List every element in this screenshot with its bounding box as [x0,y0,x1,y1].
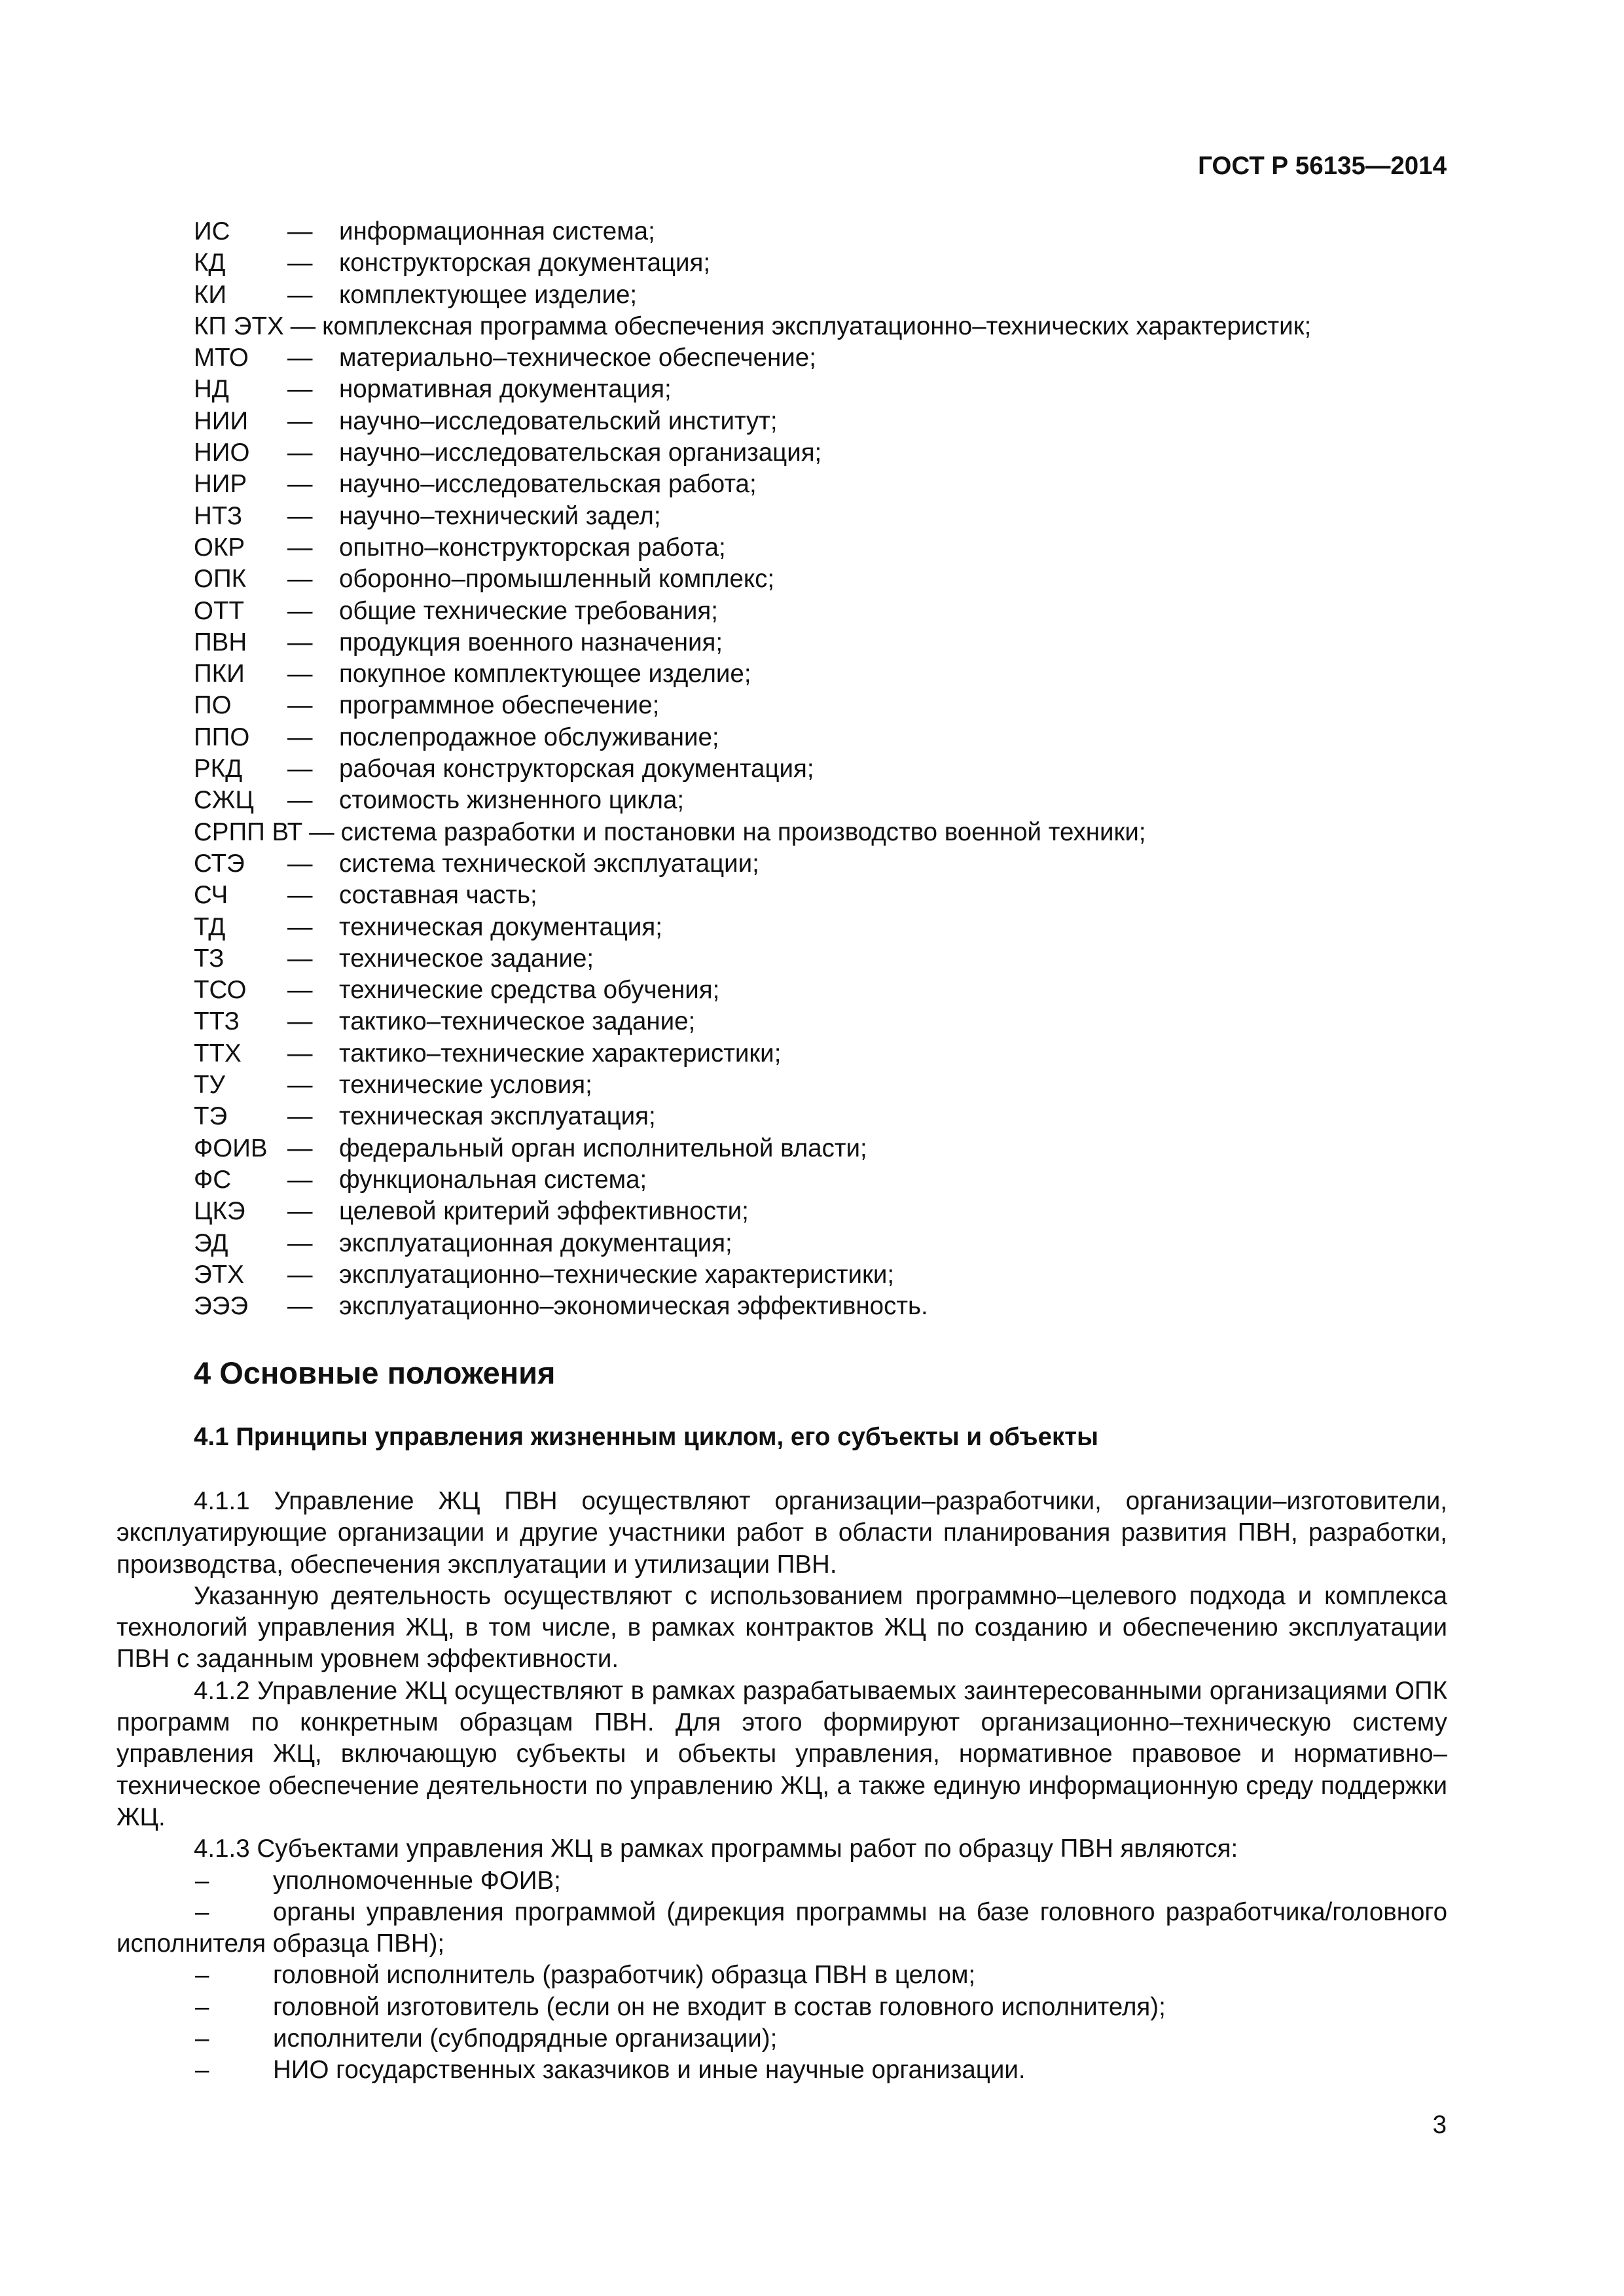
abbreviation-code: ЦКЭ [194,1197,245,1226]
abbreviation-row [194,722,1437,753]
abbreviation-dash: — [287,1260,313,1289]
list-item [117,1992,1447,2023]
abbreviation-code: СТЭ [194,849,245,878]
abbreviation-dash: — [287,1071,313,1100]
abbreviation-code: СЧ [194,881,228,910]
abbreviation-code: ОПК [194,565,247,594]
abbreviation-row [194,817,1437,848]
abbreviation-definition: комплектующее изделие; [339,280,638,309]
abbreviation-code: КД [194,249,226,278]
abbreviation-dash: — [287,1102,313,1131]
abbreviation-row [194,596,1437,627]
abbreviation-dash: — [287,375,313,404]
abbreviation-row [194,279,1437,311]
abbreviation-row [194,627,1437,658]
abbreviation-definition: система технической эксплуатации; [339,849,759,878]
abbreviation-code: ЭЭЭ [194,1292,249,1321]
abbreviation-row [194,658,1437,690]
abbreviation-definition: конструкторская документация; [339,249,711,278]
list-item [117,2023,1447,2054]
abbreviation-dash: — [287,565,313,594]
abbreviation-code: ПКИ [194,660,245,689]
abbreviation-dash: — [287,470,313,499]
abbreviation-row [194,1101,1437,1132]
abbreviation-code: НД [194,375,229,404]
paragraph-activity: Указанную деятельность осуществляют с использованием программно–целевого подхода и комплекса технологий управления ЖЦ, в том числе, в рамках контрактов ЖЦ по созданию и обеспечению эксплуатации ПВН с заданным уровнем эффективности. [117,1581,1447,1674]
abbreviation-dash: — [287,1165,313,1194]
abbreviation-code: ОКР [194,533,245,562]
abbreviation-code: ЭД [194,1229,228,1257]
abbreviation-dash: — [287,944,313,973]
abbreviation-row [194,342,1437,374]
abbreviation-definition: технические условия; [339,1071,592,1100]
bullet-dash: – [195,2056,209,2085]
list-item [117,1960,1447,1991]
abbreviation-definition: продукция военного назначения; [339,628,723,656]
abbreviation-definition: научно–технический задел; [339,501,661,530]
abbreviation-dash: — [287,1229,313,1257]
abbreviation-dash: — [287,1007,313,1036]
abbreviation-row [194,1291,1437,1322]
abbreviation-code: НИО [194,439,250,467]
abbreviation-row [194,469,1437,500]
abbreviation-code: ТЭ [194,1102,228,1131]
list-item-text: головной изготовитель (если он не входит в состав головного исполнителя); [273,1992,1166,2021]
abbreviation-dash: — [287,596,313,625]
abbreviation-code: КП ЭТХ [194,312,284,340]
abbreviation-code: МТО [194,344,249,372]
abbreviation-row [194,1006,1437,1037]
abbreviation-code: ФОИВ [194,1134,268,1162]
abbreviation-dash: — [287,786,313,815]
abbreviation-definition: тактико–техническое задание; [339,1007,696,1036]
abbreviation-code: ТУ [194,1071,225,1100]
bullet-dash: – [195,2024,209,2053]
abbreviation-code: ИС [194,217,230,245]
abbreviation-code: ОТТ [194,596,244,625]
abbreviation-definition: материально–техническое обеспечение; [339,344,816,372]
bullet-dash: – [195,1992,209,2021]
abbreviation-row [194,311,1437,342]
abbreviation-dash: — [287,533,313,562]
abbreviation-definition: технические средства обучения; [339,976,720,1005]
abbreviation-row [194,374,1437,405]
abbreviation-dash: — [287,755,313,783]
abbreviations-list [194,216,1437,1322]
abbreviation-dash: — [287,1039,313,1067]
abbreviation-definition: техническая эксплуатация; [339,1102,656,1131]
abbreviation-definition: научно–исследовательская организация; [339,439,822,467]
abbreviation-code: СРПП ВТ [194,817,303,846]
abbreviation-code: ПО [194,691,232,720]
list-item-text: головной исполнитель (разработчик) образца ПВН в целом; [273,1961,976,1990]
paragraph-4-1-2: 4.1.2 Управление ЖЦ осуществляют в рамках разрабатываемых заинтересованными организациями ОПК программ по конкретным образцам ПВН. Для этого формируют организационно–техническую систему управления ЖЦ, включающую субъекты и объекты управления, нормативное правовое и нормативно–техническое обеспечение деятельности по управлению ЖЦ, а также единую информационную среду поддержки ЖЦ. [117,1676,1447,1831]
abbreviation-row [194,1038,1437,1069]
abbreviation-code: ФС [194,1165,232,1194]
abbreviation-code: ТТЗ [194,1007,240,1036]
list-item [117,1865,1447,1897]
abbreviation-code: НИР [194,470,247,499]
bullet-dash: – [195,1897,209,1926]
abbreviation-dash: — [287,439,313,467]
abbreviation-row [194,532,1437,564]
abbreviation-row [194,880,1437,911]
abbreviation-code: СЖЦ [194,786,254,815]
abbreviation-row [194,912,1437,943]
abbreviation-row [194,1228,1437,1259]
abbreviation-dash: — [309,817,334,846]
abbreviation-row [194,406,1437,437]
abbreviation-definition: опытно–конструкторская работа; [339,533,726,562]
abbreviation-definition: система разработки и постановки на производство военной техники; [340,817,1146,846]
abbreviation-dash: — [287,976,313,1005]
body-text [117,1486,1447,2087]
abbreviation-definition: федеральный орган исполнительной власти; [339,1134,867,1162]
abbreviation-row [194,437,1437,469]
abbreviation-definition: техническое задание; [339,944,594,973]
abbreviation-definition: эксплуатационно–экономическая эффективность. [339,1292,928,1321]
abbreviation-code: ПВН [194,628,247,656]
abbreviation-definition: функциональная система; [339,1165,647,1194]
abbreviation-dash: — [287,691,313,720]
abbreviation-definition: комплексная программа обеспечения эксплуатационно–технических характеристик; [322,312,1312,340]
abbreviation-row [194,785,1437,816]
bullet-dash: – [195,1961,209,1990]
list-item-text: НИО государственных заказчиков и иные научные организации. [273,2056,1026,2085]
abbreviation-definition: составная часть; [339,881,537,910]
abbreviation-dash: — [287,249,313,278]
abbreviation-row [194,1133,1437,1164]
abbreviation-dash: — [287,912,313,941]
page-number: 3 [1432,2111,1447,2139]
list-item-text: исполнители (субподрядные организации); [273,2024,778,2053]
abbreviation-code: ТЗ [194,944,225,973]
abbreviation-row [194,501,1437,532]
abbreviation-definition: целевой критерий эффективности; [339,1197,749,1226]
abbreviation-dash: — [287,881,313,910]
abbreviation-row [194,690,1437,721]
list-item [117,1897,1447,1960]
abbreviation-definition: общие технические требования; [339,596,718,625]
abbreviation-definition: научно–исследовательская работа; [339,470,757,499]
abbreviation-definition: тактико–технические характеристики; [339,1039,782,1067]
bullet-dash: – [195,1866,209,1895]
abbreviation-definition: эксплуатационно–технические характеристики; [339,1260,895,1289]
abbreviation-code: ТТХ [194,1039,242,1067]
paragraph-4-1-1: 4.1.1 Управление ЖЦ ПВН осуществляют организации–разработчики, организации–изготовители, эксплуатирующие организации и другие участники работ в области планирования развития ПВН, разработки, производства, обеспечения эксплуатации и утилизации ПВН. [117,1487,1447,1579]
abbreviation-dash: — [287,1134,313,1162]
abbreviation-code: ЭТХ [194,1260,244,1289]
section-title: 4 Основные положения [194,1355,556,1390]
abbreviation-row [194,247,1437,279]
abbreviation-code: НТЗ [194,501,243,530]
subsection-title: 4.1 Принципы управления жизненным циклом, его субъекты и объекты [194,1423,1098,1451]
abbreviation-code: ППО [194,723,250,751]
abbreviation-dash: — [287,1197,313,1226]
abbreviation-dash: — [287,217,313,245]
abbreviation-definition: эксплуатационная документация; [339,1229,732,1257]
abbreviation-definition: стоимость жизненного цикла; [339,786,685,815]
abbreviation-definition: оборонно–промышленный комплекс; [339,565,775,594]
abbreviation-code: КИ [194,280,227,309]
abbreviation-row [194,1069,1437,1101]
abbreviation-dash: — [287,660,313,689]
abbreviation-dash: — [287,280,313,309]
abbreviation-dash: — [287,1292,313,1321]
abbreviation-row [194,1196,1437,1227]
abbreviation-definition: покупное комплектующее изделие; [339,660,751,689]
abbreviation-definition: техническая документация; [339,912,662,941]
abbreviation-definition: информационная система; [339,217,655,245]
paragraph-4-1-3: 4.1.3 Субъектами управления ЖЦ в рамках программы работ по образцу ПВН являются: [194,1835,1238,1863]
abbreviation-code: РКД [194,755,243,783]
abbreviation-dash: — [287,849,313,878]
abbreviation-row [194,564,1437,595]
abbreviation-dash: — [287,406,313,435]
abbreviation-row [194,753,1437,785]
abbreviation-dash: — [290,312,316,340]
abbreviation-row [194,975,1437,1006]
abbreviation-definition: программное обеспечение; [339,691,660,720]
abbreviation-definition: рабочая конструкторская документация; [339,755,814,783]
abbreviation-code: ТД [194,912,226,941]
abbreviation-code: ТСО [194,976,247,1005]
abbreviation-definition: нормативная документация; [339,375,672,404]
abbreviation-row [194,848,1437,880]
list-item-text: органы управления программой (дирекция программы на базе головного разработчика/головного исполнителя образца ПВН); [117,1897,1447,1958]
document-code-header: ГОСТ Р 56135—2014 [1198,152,1447,180]
abbreviation-dash: — [287,723,313,751]
abbreviation-dash: — [287,628,313,656]
abbreviation-dash: — [287,501,313,530]
abbreviation-definition: послепродажное обслуживание; [339,723,719,751]
abbreviation-definition: научно–исследовательский институт; [339,406,778,435]
abbreviation-row [194,216,1437,247]
abbreviation-code: НИИ [194,406,249,435]
abbreviation-dash: — [287,344,313,372]
abbreviation-row [194,943,1437,975]
list-item [117,2054,1447,2086]
abbreviation-row [194,1259,1437,1291]
abbreviation-row [194,1164,1437,1196]
list-item-text: уполномоченные ФОИВ; [273,1866,561,1895]
